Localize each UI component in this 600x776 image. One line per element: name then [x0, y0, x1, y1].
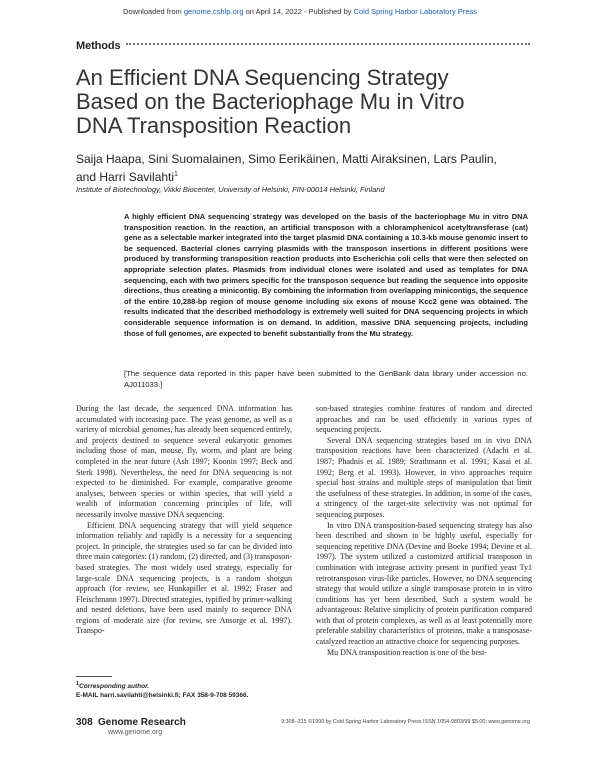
body-column-left [76, 404, 292, 637]
section-label: Methods [76, 40, 121, 52]
footnote [76, 680, 292, 700]
title-line: DNA Transposition Reaction [76, 113, 352, 138]
download-banner [0, 7, 600, 16]
banner-prefix: Downloaded from [123, 7, 184, 16]
paragraph: Efficient DNA sequencing strategy that will yield sequence information reliably and rapidly is a necessity for a sequencing project. In principle, the strategies used so far can be divided into three main categories: (1) random, (2) directed, and (3) transposon-based strategies. The most widely used strategy, especially for large-scale DNA sequencing projects, is a random shotgun approach (for review, see Hunkapiller et al. 1992; Fraser and Fleischmann 1997). Directed strategies, typified by primer-walking and nested deletions, have been used mainly to sequence DNA regions of moderate size (for review, see Ansorge et al. 1997). Transpo- [76, 520, 292, 636]
copyright-line: 9:308–315 ©1999 by Cold Spring Harbor Laboratory Press ISSN 1054-9803/99 $5.00; www.genome.org [281, 719, 530, 725]
affiliation: Institute of Biotechnology, Viikki Biocenter, University of Helsinki, FIN-00014 Helsinki, Finland [76, 185, 385, 194]
journal-url[interactable]: www.genome.org [108, 729, 163, 736]
footnote-mark: 1 [76, 681, 80, 687]
author-list [76, 152, 556, 185]
footnote-rule [76, 676, 112, 677]
journal-name: Genome Research [98, 717, 186, 728]
footnote-author [76, 680, 292, 692]
section-header [76, 36, 530, 54]
page-number: 308 [76, 717, 93, 728]
accession-note: [The sequence data reported in this paper have been submitted to the GenBank data library under accession no. AJ011033.] [124, 369, 528, 389]
genome-cshlp-link[interactable]: genome.cshlp.org [183, 7, 244, 16]
article-title [76, 66, 546, 138]
section-rule [126, 43, 530, 45]
title-line: Based on the Bacteriophage Mu in Vitro [76, 89, 465, 114]
authors-line-text: and Harri Savilahti [76, 170, 175, 184]
abstract: A highly efficient DNA sequencing strategy was developed on the basis of the bacteriophage Mu in vitro DNA transposition reaction. In the reaction, an artificial transposon with a chloramphenicol acetyltransferase (cat) gene as a selectable marker integrated into the target plasmid DNA containing a 10.3-kb mouse genomic insert to be sequenced. Bacterial clones carrying plasmids with the transposon insertions in different positions were produced by transforming transposition reaction products into Escherichia coli cells that were then selected on appropriate selection plates. Plasmids from individual clones were isolated and used as templates for DNA sequencing, each with two primers specific for the transposon sequence but reading the sequence into opposite directions, thus creating a minicontig. By combining the information from overlapping minicontigs, the sequence of the entire 10,288-bp region of mouse genome including six exons of mouse Kcc2 gene was obtained. The results indicated that the described methodology is extremely well suited for DNA sequencing projects in which considerable sequence information is on demand. In addition, massive DNA sequencing projects, including those of full genomes, are expected to benefit substantially from the Mu strategy. [124, 212, 528, 338]
author-footnote-mark: 1 [174, 171, 178, 178]
body-column-right [316, 404, 532, 658]
paragraph: Mu DNA transposition reaction is one of the best- [327, 647, 487, 657]
paragraph: Several DNA sequencing strategies based on in vivo DNA transposition reactions have been characterized (Adachi et al. 1987; Phadnis et al. 1989; Strathmann et al. 1991; Kasai et al. 1992; Berg et al. 1993). However, in vivo approaches require special host strains and multiple steps of manipulation that limit the usefulness of these strategies. In addition, in some of the cases, a stringency of the target-site selectivity was not optimal for sequencing purposes. [316, 435, 532, 519]
banner-middle: on April 14, 2022 - Published by [243, 7, 354, 16]
footnote-contact: E-MAIL harri.savilahti@helsinki.fi; FAX 358-9-708 59366. [76, 691, 249, 699]
paragraph: son-based strategies combine features of random and directed approaches and can be used efficiently in various types of sequencing projects. [316, 404, 532, 435]
footnote-text: Corresponding author. [79, 683, 150, 691]
paragraph: During the last decade, the sequenced DNA information has accumulated with increasing pace. The yeast genome, as well as a variety of microbial genomes, has already been sequenced entirely, and projects destined to sequence several eukaryotic genomes including those of man, mouse, fly, worm, and plant are being completed in the near future (Ash 1997; Koonin 1997; Beck and Sterk 1998). Nevertheless, the need for DNA sequencing is not expected to be diminished. For example, comparative genome analyses, between species or within species, that will yield a wealth of information concerning principles of life, will necessarily involve massive DNA sequencing. [76, 404, 292, 519]
title-line: An Efficient DNA Sequencing Strategy [76, 65, 449, 90]
authors-line [76, 167, 556, 185]
publisher-link[interactable]: Cold Spring Harbor Laboratory Press [353, 7, 477, 16]
paragraph: In vitro DNA transposition-based sequencing strategy has also been described and shown to be highly useful, especially for sequencing repetitive DNA (Devine and Boeke 1994; Devine et al. 1997). The system utilized a customized artificial transposon in combination with integrase activity present in purified yeast Ty1 retrotransposon virus-like particles. However, no DNA sequencing strategy that would utilize a single transposase protein in in vitro conditions has yet been described. Such a system would be advantageous: Relative simplicity of protein purification compared with that of protein complexes, as well as at least potentially more preferable stability characteristics of proteins, make a transposase-catalyzed reaction an attractive choice for sequencing purposes. [316, 520, 532, 647]
authors-line: Saija Haapa, Sini Suomalainen, Simo Eerikäinen, Matti Airaksinen, Lars Paulin, [76, 152, 497, 166]
